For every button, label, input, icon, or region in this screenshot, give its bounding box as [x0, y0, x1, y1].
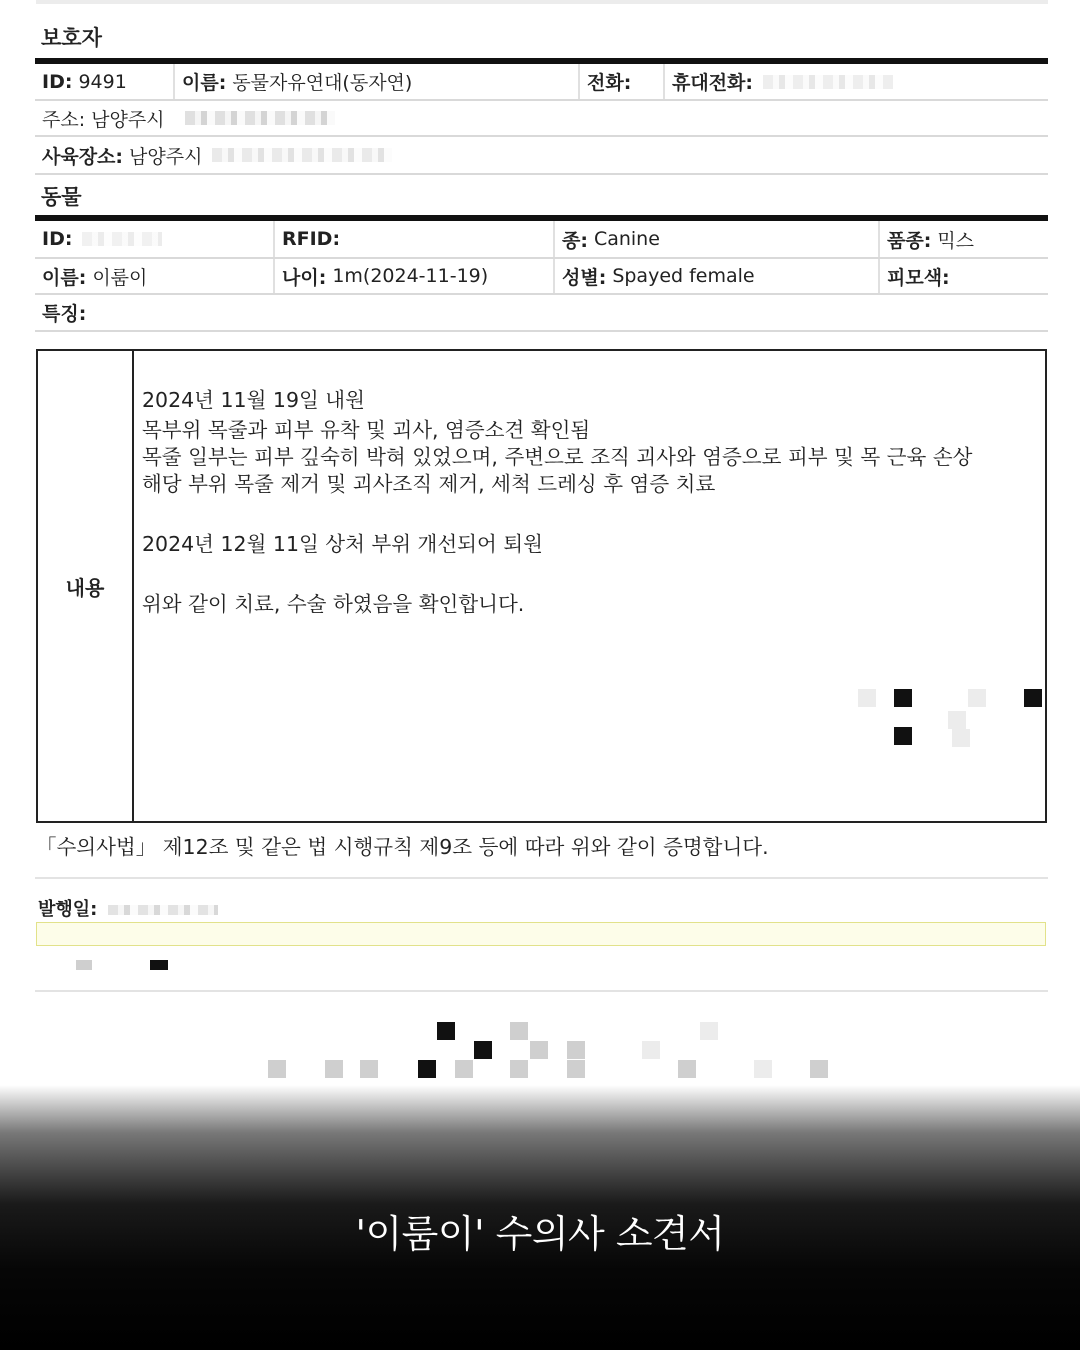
guardian-address-cell — [35, 101, 1048, 135]
animal-age-cell — [273, 259, 553, 293]
content-line-5: 2024년 12월 11일 상처 부위 개선되어 퇴원 — [142, 532, 543, 556]
redacted-address — [185, 111, 335, 125]
mosaic-block — [567, 1060, 585, 1078]
guardian-id-value: 9491 — [78, 70, 127, 93]
redacted-keeping-address — [212, 148, 392, 162]
top-divider — [36, 0, 1048, 4]
animal-sex-cell — [553, 259, 878, 293]
mosaic-block — [150, 960, 168, 970]
guardian-keeping-value: 남양주시 — [129, 145, 203, 168]
issue-divider — [35, 990, 1048, 992]
animal-name-value: 이룸이 — [92, 266, 148, 289]
mosaic-block — [530, 1041, 548, 1059]
mosaic-block — [894, 727, 912, 745]
content-line-3: 목줄 일부는 피부 깊숙히 박혀 있었으며, 주변으로 조직 괴사와 염증으로 피부 및 목 근육 손상 — [142, 445, 973, 469]
guardian-address-label: 주소: — [42, 108, 86, 131]
animal-coat-cell — [878, 259, 1048, 293]
mosaic-block — [700, 1022, 718, 1040]
animal-section-title: 동물 — [41, 185, 82, 209]
mosaic-block — [894, 689, 912, 707]
animal-sex-label: 성별: — [562, 266, 607, 289]
mosaic-block — [510, 1022, 528, 1040]
mosaic-block — [810, 1060, 828, 1078]
highlighted-bar — [36, 922, 1046, 946]
mosaic-block — [268, 1060, 286, 1078]
content-line-2: 목부위 목줄과 피부 유착 및 괴사, 염증소견 확인됨 — [142, 418, 591, 442]
animal-row-1 — [35, 221, 1048, 259]
content-line-1: 2024년 11월 19일 내원 — [142, 388, 365, 412]
animal-breed-cell — [878, 221, 1048, 257]
guardian-mobile-label: 휴대전화: — [672, 72, 754, 94]
guardian-row-3 — [35, 137, 1048, 175]
animal-species-cell — [553, 221, 878, 257]
animal-breed-value: 믹스 — [937, 229, 975, 252]
animal-age-value: 1m(2024-11-19) — [332, 265, 489, 287]
mosaic-block — [948, 711, 966, 729]
animal-coat-label: 피모색: — [887, 266, 950, 289]
animal-sex-value: Spayed female — [612, 265, 755, 287]
guardian-name-cell — [173, 64, 578, 99]
mosaic-block — [754, 1060, 772, 1078]
animal-age-label: 나이: — [282, 266, 327, 289]
guardian-phone-label: 전화: — [587, 72, 632, 94]
guardian-id-label: ID: — [42, 70, 73, 93]
mosaic-block — [418, 1060, 436, 1078]
mosaic-block — [858, 689, 876, 707]
mosaic-block — [678, 1060, 696, 1078]
mosaic-block — [968, 689, 986, 707]
redacted-animal-id — [82, 232, 162, 246]
guardian-address-value: 남양주시 — [91, 108, 165, 131]
mosaic-block — [567, 1041, 585, 1059]
mosaic-block — [455, 1060, 473, 1078]
mosaic-block — [1024, 689, 1042, 707]
guardian-name-value: 동물자유연대(동자연) — [232, 72, 413, 94]
content-line-6: 위와 같이 치료, 수술 하였음을 확인합니다. — [142, 592, 525, 616]
mosaic-block — [360, 1060, 378, 1078]
animal-species-label: 종: — [562, 229, 588, 252]
redacted-issue-date — [108, 905, 218, 915]
mosaic-block — [474, 1041, 492, 1059]
mosaic-block — [510, 1060, 528, 1078]
redacted-mobile — [763, 75, 893, 89]
animal-rfid-label: RFID: — [282, 228, 341, 250]
animal-name-label: 이름: — [42, 266, 87, 289]
animal-features-label: 특징: — [42, 303, 87, 325]
guardian-id-cell — [35, 64, 173, 99]
animal-features-cell — [35, 295, 1048, 330]
content-box — [36, 349, 1047, 823]
animal-row-3 — [35, 295, 1048, 332]
guardian-row-2 — [35, 101, 1048, 137]
animal-name-cell — [35, 259, 273, 293]
content-gap — [142, 561, 1022, 591]
animal-id-label: ID: — [42, 228, 73, 250]
guardian-mobile-cell — [663, 64, 1048, 99]
content-line-4: 해당 부위 목줄 제거 및 괴사조직 제거, 세척 드레싱 후 염증 치료 — [142, 472, 716, 496]
content-label: 내용 — [38, 351, 134, 821]
issue-date-label-text: 발행일: — [38, 899, 98, 920]
content-text — [142, 387, 1022, 621]
law-divider — [35, 877, 1048, 879]
guardian-name-label: 이름: — [182, 72, 227, 94]
guardian-keeping-cell — [35, 137, 1048, 173]
mosaic-block — [642, 1041, 660, 1059]
guardian-phone-cell — [578, 64, 663, 99]
animal-rfid-cell — [273, 221, 553, 257]
content-gap — [142, 501, 1022, 531]
mosaic-block — [437, 1022, 455, 1040]
issue-date-label — [38, 895, 218, 921]
animal-row-2 — [35, 259, 1048, 295]
mosaic-block — [325, 1060, 343, 1078]
animal-breed-label: 품종: — [887, 229, 932, 252]
mosaic-block — [952, 729, 970, 747]
mosaic-block — [76, 960, 92, 970]
law-statement: 「수의사법」 제12조 및 같은 법 시행규칙 제9조 등에 따라 위와 같이 증명합니다. — [36, 835, 769, 859]
guardian-row-1 — [35, 64, 1048, 101]
guardian-section-title: 보호자 — [41, 26, 102, 50]
animal-species-value: Canine — [593, 228, 660, 250]
caption-title: '이룸이' 수의사 소견서 — [355, 1212, 725, 1256]
guardian-keeping-label: 사육장소: — [42, 145, 124, 168]
animal-id-cell — [35, 221, 273, 257]
